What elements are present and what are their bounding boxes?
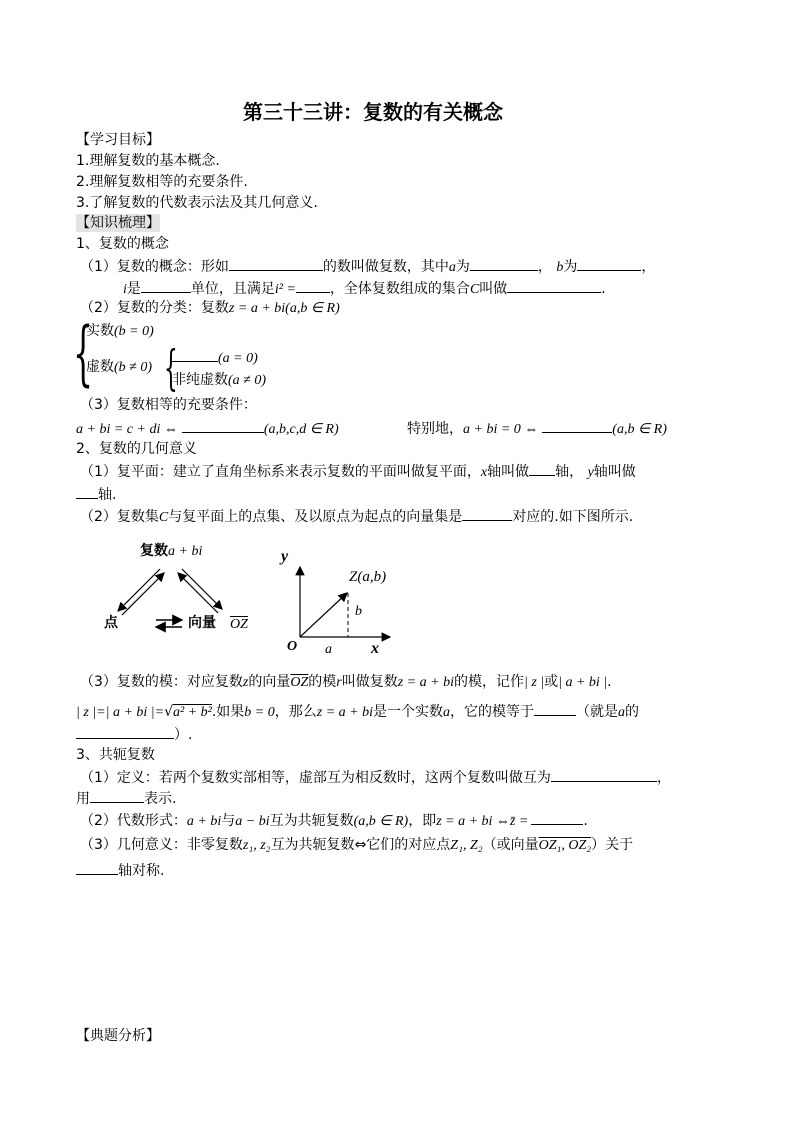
page-title: 第三十三讲：复数的有关概念 xyxy=(243,100,503,124)
conjugate-geometric-2: 轴对称. xyxy=(76,860,164,880)
answer-blank xyxy=(542,418,612,433)
modulus-line-3: ）. xyxy=(76,724,192,744)
modulus-line: （3）复数的模：对应复数z的向量$\overline{OZ}$的模r叫做复数z = a + bi的模，记作| z |或| a + bi |. xyxy=(80,674,612,690)
arrow-vector-to-complex xyxy=(178,573,218,613)
answer-blank xyxy=(462,506,512,521)
answer-blank xyxy=(529,461,555,476)
answer-blank xyxy=(531,810,583,825)
analysis-heading: 【典题分析】 xyxy=(76,1028,160,1044)
modulus-formula-line: | z |=| a + bi |=√a² + b².如果b = 0，那么z = a + bi是一个实数a，它的模等于 （就是a的 xyxy=(76,701,639,722)
classification-line: （2）复数的分类：复数z = a + bi(a,b ∈ R) xyxy=(80,300,340,316)
diagram-point-label: 点 xyxy=(104,615,118,631)
section-title: 1、复数的概念 xyxy=(76,236,169,252)
left-brace: { xyxy=(73,312,94,394)
goals-heading: 【学习目标】 xyxy=(76,132,160,148)
goal-item: 2.理解复数相等的充要条件. xyxy=(76,174,248,190)
answer-blank xyxy=(141,278,191,293)
diagram-a-label: a xyxy=(325,642,332,657)
diagram-b-label: b xyxy=(355,604,362,619)
complex-plane-line-2: 轴. xyxy=(76,484,116,504)
conjugate-definition-2: 用 表示. xyxy=(76,788,176,808)
answer-blank xyxy=(182,418,264,433)
answer-blank xyxy=(534,701,576,716)
diagram-y-label: y xyxy=(281,548,289,565)
answer-blank xyxy=(90,788,144,803)
inner-brace: { xyxy=(164,340,178,396)
knowledge-heading: 【知识梳理】 xyxy=(76,215,160,231)
equality-special: 特别地，a + bi = 0 ⇔ (a,b ∈ R) xyxy=(407,418,667,439)
answer-blank xyxy=(229,256,323,271)
equality-formula: a + bi = c + di ⇔ (a,b,c,d ∈ R) xyxy=(76,418,339,439)
answer-blank xyxy=(470,256,538,271)
answer-blank xyxy=(577,256,641,271)
section-title: 3、共轭复数 xyxy=(76,747,155,763)
correspondence-line: （2）复数集C与复平面上的点集、及以原点为起点的向量集是 对应的.如下图所示. xyxy=(80,506,633,527)
diagram-vector-label: 向量 xyxy=(188,615,216,631)
concept-line-2: i是 单位，且满足i² = ，全体复数组成的集合C叫做 . xyxy=(123,278,606,299)
conjugate-geometric: （3）几何意义：非零复数z₁, z₂互为共轭复数⇔它们的对应点Z₁, Z₂（或向量OZ₁, OZ₂）关于 xyxy=(80,837,634,853)
arrow-complex-to-point xyxy=(118,569,160,611)
answer-blank xyxy=(172,347,218,362)
diagram-vector-expr: $\overline{OZ}$ xyxy=(230,617,248,632)
diagram-z-label: Z(a,b) xyxy=(349,569,387,585)
concept-line: （1）复数的概念：形如 的数叫做复数，其中a为 ， b为 ， xyxy=(80,256,655,277)
complex-plane-line: （1）复平面：建立了直角坐标系来表示复数的平面叫做复平面，x轴叫做 轴， y轴叫做 xyxy=(80,461,636,482)
arrow-point-to-complex xyxy=(122,573,164,615)
goal-item: 3.了解复数的代数表示法及其几何意义. xyxy=(76,195,318,211)
arrow-complex-to-vector xyxy=(182,569,222,609)
diagram-origin-label: O xyxy=(287,639,298,654)
goal-item: 1.理解复数的基本概念. xyxy=(76,153,220,169)
answer-blank xyxy=(296,278,330,293)
diagram-x-label: x xyxy=(371,640,379,657)
answer-blank xyxy=(551,767,657,782)
diagram-complex-label: 复数a + bi xyxy=(140,543,203,559)
section-title: 2、复数的几何意义 xyxy=(76,441,197,457)
equality-heading: （3）复数相等的充要条件： xyxy=(80,397,257,413)
conjugate-algebraic: （2）代数形式：a + bi与a − bi互为共轭复数(a,b ∈ R)，即z = a + bi ⇔z̄ = . xyxy=(80,810,588,831)
vector-oz xyxy=(300,593,347,637)
real-number-label: 实数(b = 0) xyxy=(86,323,154,339)
pure-imaginary-line: (a = 0) xyxy=(172,347,258,368)
conjugate-definition: （1）定义：若两个复数实部相等，虚部互为相反数时，这两个复数叫做互为 ， xyxy=(80,767,671,787)
answer-blank xyxy=(76,484,98,499)
answer-blank xyxy=(76,724,174,739)
non-pure-imaginary-line: 非纯虚数(a ≠ 0) xyxy=(172,372,267,388)
answer-blank xyxy=(76,860,118,875)
imaginary-number-label: 虚数(b ≠ 0) xyxy=(86,359,153,375)
answer-blank xyxy=(507,278,601,293)
